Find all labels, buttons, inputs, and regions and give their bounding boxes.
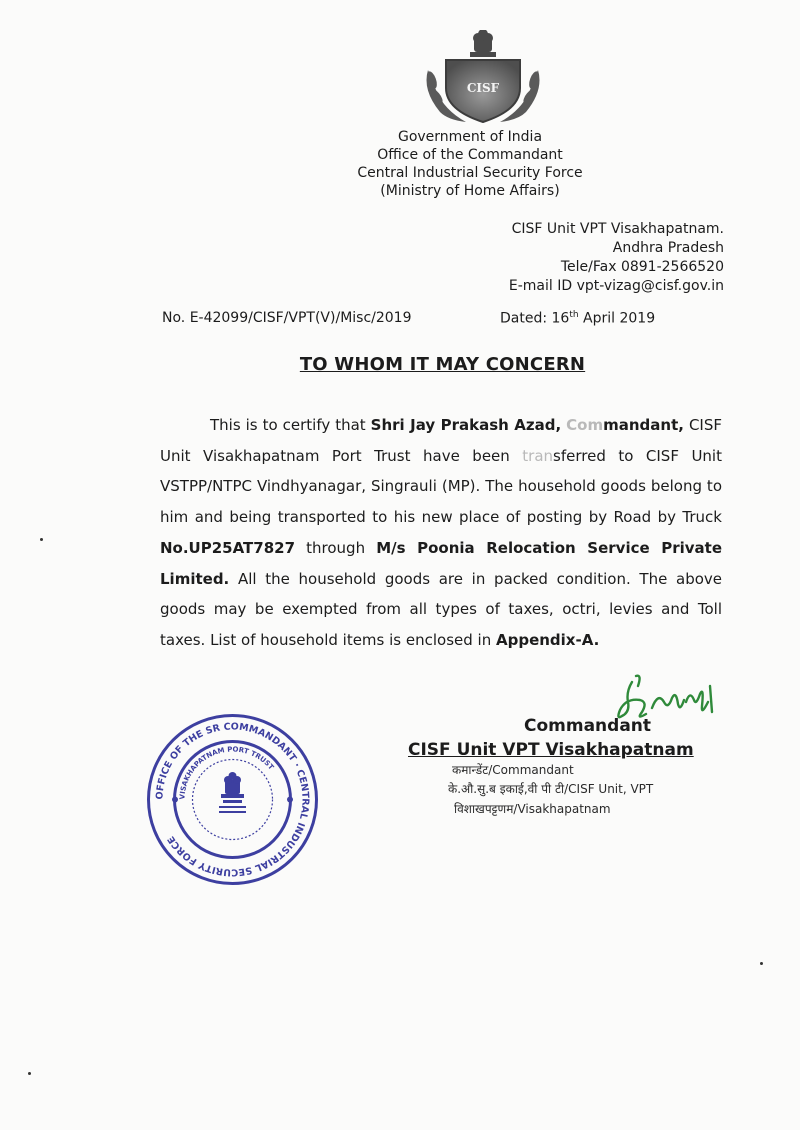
scan-speck xyxy=(28,1072,31,1075)
svg-text:CISF: CISF xyxy=(466,81,500,95)
stamp-line: कमान्डेंट/Commandant xyxy=(452,763,574,777)
subject-heading: TO WHOM IT MAY CONCERN xyxy=(299,354,586,375)
address-line: Tele/Fax 0891-2566520 xyxy=(560,259,724,275)
body-text-segment: All the household goods are in packed condition. The above goods may be exempted from all types of taxes, octri, levies and Toll taxes. List of household items is enclosed in xyxy=(160,569,722,649)
date-suffix: th xyxy=(569,310,579,320)
designation-faded: Com xyxy=(566,416,604,434)
scan-speck xyxy=(40,538,43,541)
header-line: Government of India xyxy=(397,129,543,145)
address-line: CISF Unit VPT Visakhapatnam. xyxy=(511,221,724,237)
faded-text: tran xyxy=(522,446,554,465)
body-text-segment: CISF Unit Visakhapatnam Port Trust have been xyxy=(160,416,722,465)
scan-speck xyxy=(760,962,763,965)
body-paragraph xyxy=(160,410,722,656)
date-rest: April 2019 xyxy=(578,310,656,327)
truck-number: No.UP25AT7827 xyxy=(160,538,296,557)
office-address xyxy=(509,220,724,296)
header-line: Office of the Commandant xyxy=(377,147,563,163)
company-name: M/s Poonia Relocation Service Private Limited. xyxy=(160,538,722,588)
office-header xyxy=(300,128,640,200)
officer-designation: mandant, xyxy=(603,416,684,434)
cisf-emblem-icon xyxy=(418,30,548,128)
signatory-unit: CISF Unit VPT Visakhapatnam xyxy=(408,740,694,760)
date-prefix: Dated: 16 xyxy=(500,310,570,327)
appendix-reference: Appendix-A. xyxy=(495,630,600,649)
header-line: (Ministry of Home Affairs) xyxy=(380,183,560,199)
officer-name: Shri Jay Prakash Azad, xyxy=(370,416,562,434)
body-text-segment: This is to certify that xyxy=(210,416,371,434)
body-text-segment: sferred to CISF Unit VSTPP/NTPC Vindhyanagar, Singrauli (MP). The household goods belong to him and being transported to his new place of posting by Road by Truck xyxy=(160,446,722,527)
seal-inner-text: VISAKHAPATNAM PORT TRUST xyxy=(178,745,276,800)
signatory-title: Commandant xyxy=(524,716,652,736)
letter-date xyxy=(500,310,655,327)
header-line: Central Industrial Security Force xyxy=(357,165,583,181)
stamp-line: के.औ.सु.ब इकाई,वी पी टी/CISF Unit, VPT xyxy=(448,782,654,796)
address-line: Andhra Pradesh xyxy=(612,240,724,256)
email-line: E-mail ID vpt-vizag@cisf.gov.in xyxy=(508,278,724,294)
official-seal-stamp xyxy=(145,712,320,887)
reference-number: No. E-42099/CISF/VPT(V)/Misc/2019 xyxy=(162,310,412,326)
stamp-line: विशाखपट्टणम/Visakhapatnam xyxy=(454,802,611,816)
seal-outer-text: OFFICE OF THE SR COMMANDANT · CENTRAL INDUSTRIAL SECURITY FORCE xyxy=(154,721,311,878)
body-text-segment: through xyxy=(295,538,377,557)
certificate-body xyxy=(160,410,722,656)
